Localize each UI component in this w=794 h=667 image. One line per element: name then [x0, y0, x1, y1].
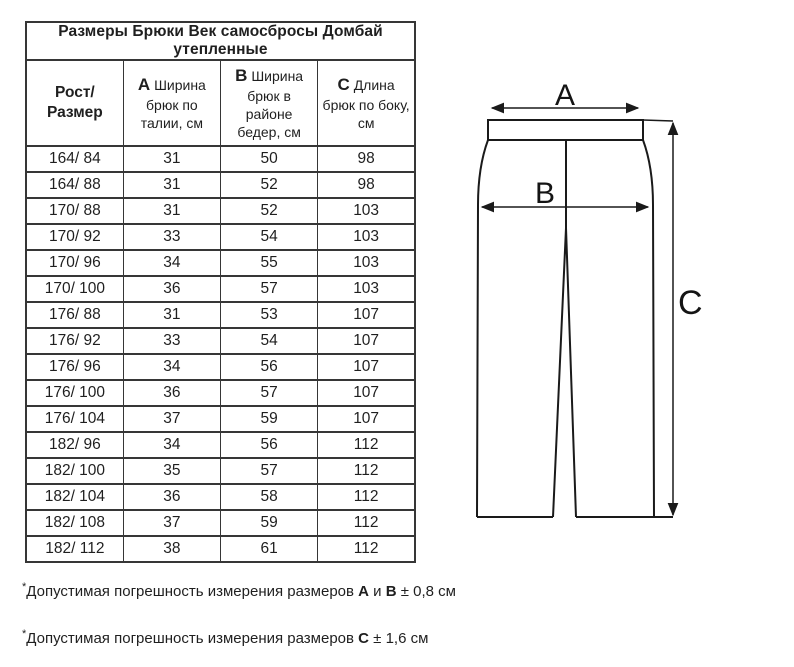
cell-b: 58	[221, 484, 318, 510]
right-outer-seam	[643, 140, 654, 517]
table-header-row	[26, 60, 415, 146]
footnote-text: Допустимая погрешность измерения размеров	[26, 630, 359, 647]
cell-a: 34	[123, 432, 220, 458]
footnote-text: ± 1,6 см	[369, 630, 429, 647]
cell-c: 107	[318, 406, 415, 432]
waistband	[488, 120, 643, 140]
dimension-arrows	[482, 108, 673, 515]
cell-b: 59	[221, 510, 318, 536]
inner-seams	[553, 140, 576, 517]
cell-b: 52	[221, 172, 318, 198]
cell-size: 164/ 84	[26, 146, 123, 172]
left-outer-seam	[477, 140, 488, 517]
cell-a: 38	[123, 536, 220, 562]
cell-b: 57	[221, 276, 318, 302]
table-row	[26, 406, 415, 432]
cell-a: 36	[123, 380, 220, 406]
table-row	[26, 224, 415, 250]
cell-a: 31	[123, 302, 220, 328]
footnote-tolerance-c	[22, 628, 428, 647]
table-title-row	[26, 22, 415, 60]
cell-b: 52	[221, 198, 318, 224]
dim-letter-c: С	[337, 74, 350, 94]
table-row	[26, 250, 415, 276]
diagram-label-b: B	[534, 177, 556, 210]
cell-size: 170/ 96	[26, 250, 123, 276]
size-table-body	[26, 146, 415, 562]
table-row	[26, 198, 415, 224]
cell-size: 170/ 92	[26, 224, 123, 250]
footnote-star: *	[22, 581, 27, 593]
footnote-text: Допустимая погрешность измерения размеров	[26, 583, 359, 600]
table-row	[26, 380, 415, 406]
col-header-size-label: Рост/Размер	[46, 83, 103, 121]
cell-a: 37	[123, 510, 220, 536]
cell-a: 36	[123, 484, 220, 510]
dim-c-connector	[643, 120, 673, 121]
cell-a: 37	[123, 406, 220, 432]
cell-c: 107	[318, 302, 415, 328]
cell-c: 112	[318, 510, 415, 536]
table-row	[26, 302, 415, 328]
col-header-size	[26, 60, 123, 146]
cell-size: 182/ 108	[26, 510, 123, 536]
table-row	[26, 146, 415, 172]
cell-b: 61	[221, 536, 318, 562]
col-header-b	[221, 60, 318, 146]
footnote-text: ± 0,8 см	[396, 583, 456, 600]
cell-size: 182/ 112	[26, 536, 123, 562]
footnote-tolerance-ab	[22, 581, 456, 600]
dim-letter-b: В	[235, 65, 248, 85]
col-header-b-label: Ширина брюк в районе бедер, см	[237, 67, 304, 141]
cell-size: 182/ 100	[26, 458, 123, 484]
cell-a: 33	[123, 328, 220, 354]
cell-b: 50	[221, 146, 318, 172]
footnote-text: и	[369, 583, 386, 600]
cell-b: 54	[221, 328, 318, 354]
cell-size: 176/ 96	[26, 354, 123, 380]
table-row	[26, 458, 415, 484]
cell-a: 33	[123, 224, 220, 250]
cell-b: 57	[221, 380, 318, 406]
cell-c: 107	[318, 328, 415, 354]
cell-size: 182/ 104	[26, 484, 123, 510]
cell-size: 176/ 104	[26, 406, 123, 432]
cell-c: 98	[318, 172, 415, 198]
cell-b: 59	[221, 406, 318, 432]
footnote-dim-a: А	[358, 583, 369, 600]
cell-b: 56	[221, 354, 318, 380]
table-row	[26, 432, 415, 458]
size-table	[25, 21, 416, 563]
cell-a: 34	[123, 354, 220, 380]
table-row	[26, 484, 415, 510]
cell-size: 176/ 88	[26, 302, 123, 328]
cell-c: 107	[318, 354, 415, 380]
cell-b: 53	[221, 302, 318, 328]
cell-c: 103	[318, 250, 415, 276]
cell-size: 176/ 92	[26, 328, 123, 354]
pants-diagram-svg	[435, 55, 765, 535]
cell-a: 34	[123, 250, 220, 276]
cell-size: 170/ 100	[26, 276, 123, 302]
cell-a: 35	[123, 458, 220, 484]
col-header-c	[318, 60, 415, 146]
cell-a: 31	[123, 198, 220, 224]
dim-letter-a: А	[137, 74, 151, 94]
col-header-c-label: Длина брюк по боку, см	[322, 76, 410, 132]
table-row	[26, 536, 415, 562]
cell-a: 36	[123, 276, 220, 302]
cell-b: 54	[221, 224, 318, 250]
cell-c: 112	[318, 536, 415, 562]
cell-size: 164/ 88	[26, 172, 123, 198]
footnote-dim-b: В	[385, 583, 397, 600]
cell-c: 98	[318, 146, 415, 172]
cell-c: 112	[318, 432, 415, 458]
table-row	[26, 328, 415, 354]
diagram-label-c: C	[678, 284, 703, 322]
pants-outline	[477, 120, 673, 517]
pants-diagram	[435, 55, 765, 535]
cell-c: 103	[318, 224, 415, 250]
footnote-dim-c: С	[358, 630, 369, 647]
cell-size: 170/ 88	[26, 198, 123, 224]
table-title: Размеры Брюки Век самосбросы Домбай утепленные	[26, 22, 415, 60]
cell-a: 31	[123, 146, 220, 172]
cell-c: 107	[318, 380, 415, 406]
diagram-label-a: A	[554, 79, 576, 112]
col-header-a	[123, 60, 220, 146]
cell-b: 57	[221, 458, 318, 484]
cell-c: 103	[318, 276, 415, 302]
cell-size: 182/ 96	[26, 432, 123, 458]
cell-c: 103	[318, 198, 415, 224]
table-row	[26, 354, 415, 380]
table-row	[26, 276, 415, 302]
cell-c: 112	[318, 458, 415, 484]
table-row	[26, 510, 415, 536]
cell-b: 56	[221, 432, 318, 458]
footnote-star: *	[22, 628, 27, 640]
table-row	[26, 172, 415, 198]
cell-c: 112	[318, 484, 415, 510]
col-header-a-label: Ширина брюк по талии, см	[140, 76, 206, 132]
cell-b: 55	[221, 250, 318, 276]
cell-size: 176/ 100	[26, 380, 123, 406]
cell-a: 31	[123, 172, 220, 198]
